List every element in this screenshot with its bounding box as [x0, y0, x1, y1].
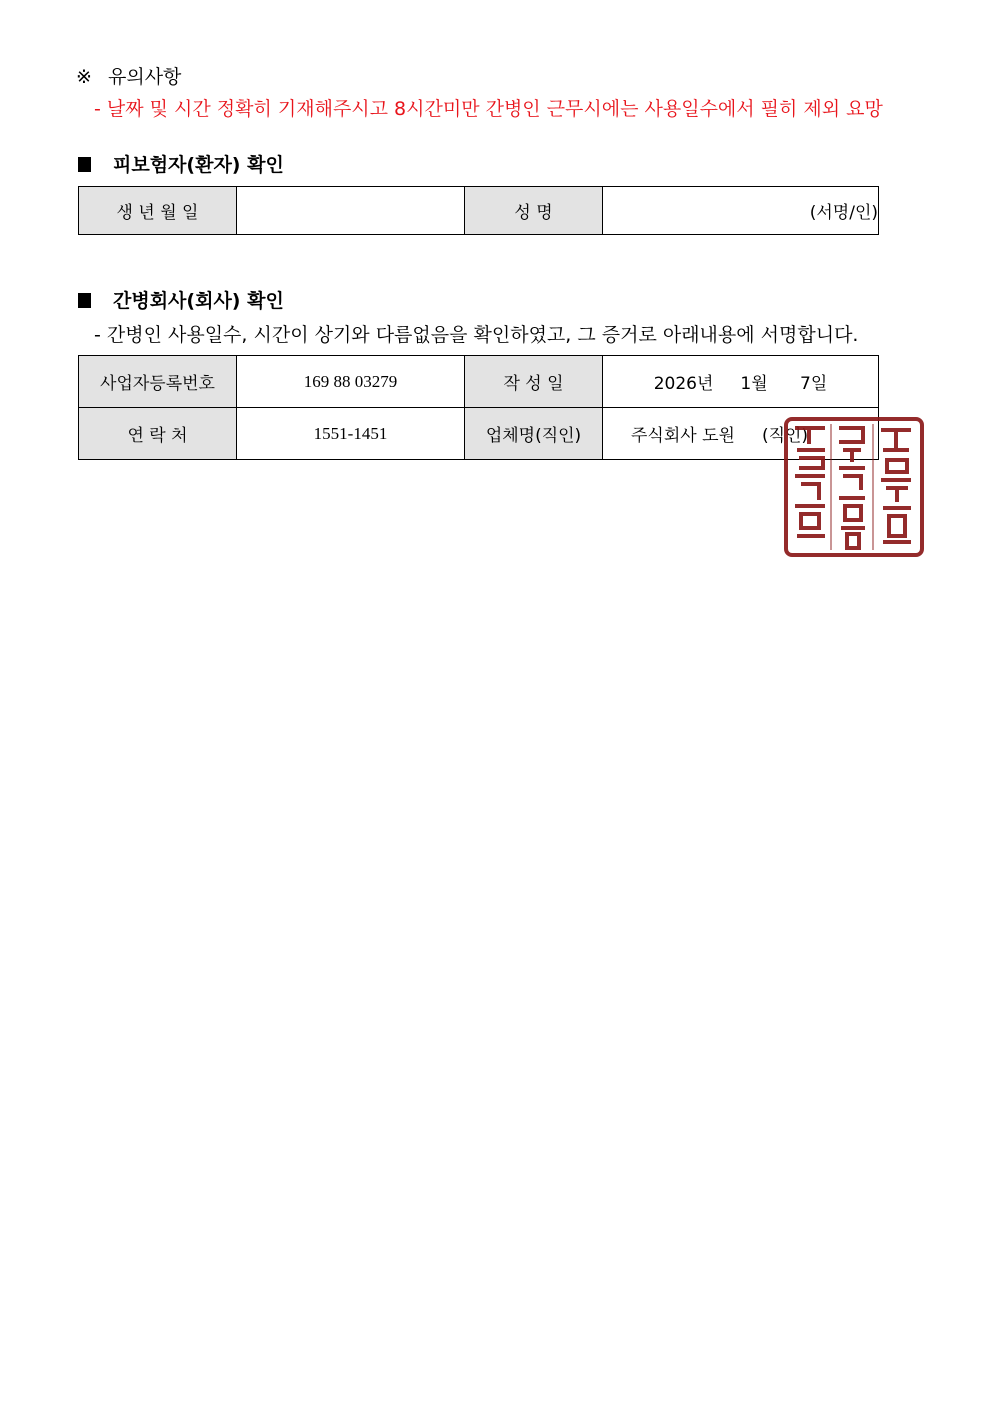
company-row-2	[79, 408, 879, 460]
section-heading-patient	[78, 150, 284, 177]
birth-date-field[interactable]	[237, 187, 465, 235]
company-heading-text: 간병회사(회사) 확인	[113, 290, 284, 312]
signature-hint: (서명/인)	[809, 203, 878, 223]
square-bullet-icon	[78, 293, 91, 308]
patient-row	[79, 187, 879, 235]
company-statement: - 간병인 사용일수, 시간이 상기와 다름없음을 확인하였고, 그 증거로 아래내용에 서명합니다.	[94, 324, 859, 346]
notes-title	[76, 62, 181, 89]
company-table	[78, 355, 879, 460]
notes-title-text: 유의사항	[108, 66, 182, 88]
square-bullet-icon	[78, 157, 91, 172]
vendor-label: 업체명(직인)	[465, 408, 603, 460]
business-reg-label: 사업자등록번호	[79, 356, 237, 408]
patient-signature-field[interactable]	[603, 187, 879, 235]
reference-mark: ※	[76, 66, 92, 88]
company-seal-stamp	[783, 416, 925, 558]
written-date-label: 작 성 일	[465, 356, 603, 408]
written-date-value[interactable]: 2026년 1월 7일	[603, 356, 879, 408]
patient-heading-text: 피보험자(환자) 확인	[113, 154, 284, 176]
business-reg-value[interactable]: 169 88 03279	[237, 356, 465, 408]
contact-value[interactable]: 1551-1451	[237, 408, 465, 460]
vendor-value[interactable]: 주식회사 도원 (직인)	[603, 408, 879, 460]
patient-table	[78, 186, 879, 235]
seal-icon	[783, 416, 925, 558]
patient-name-label: 성 명	[465, 187, 603, 235]
contact-label: 연 락 처	[79, 408, 237, 460]
section-heading-company	[78, 286, 284, 313]
company-row-1	[79, 356, 879, 408]
notes-warning-line: - 날짜 및 시간 정확히 기재해주시고 8시간미만 간병인 근무시에는 사용일수에서 필히 제외 요망	[94, 98, 883, 120]
birth-date-label: 생 년 월 일	[79, 187, 237, 235]
